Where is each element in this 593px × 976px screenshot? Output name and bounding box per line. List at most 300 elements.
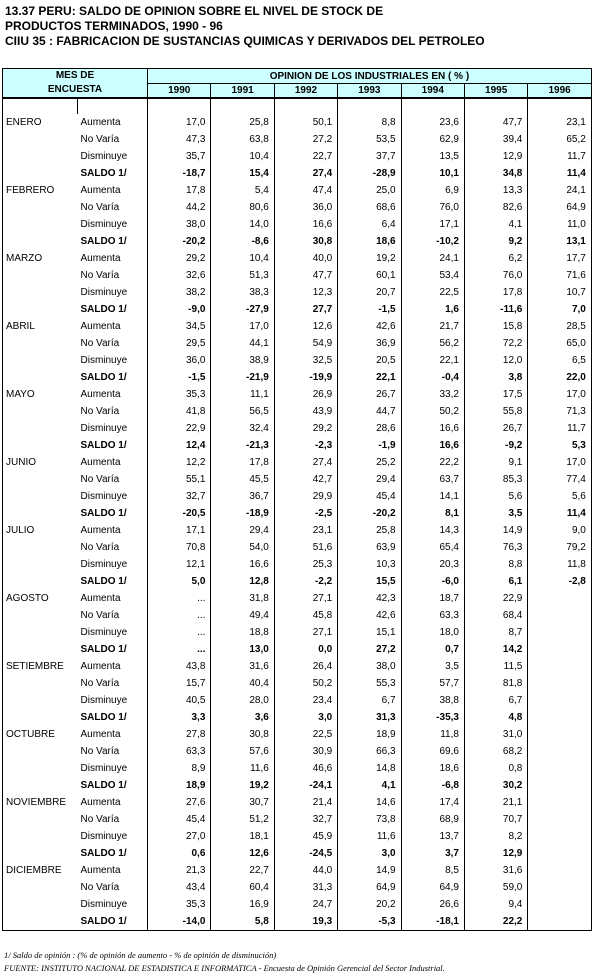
value-cell: 14,9 <box>338 862 401 879</box>
opinion-label: Disminuye <box>78 692 148 709</box>
value-cell: 26,4 <box>274 658 337 675</box>
value-cell <box>528 675 591 692</box>
value-cell: 38,2 <box>148 284 211 301</box>
value-cell: 35,3 <box>148 386 211 403</box>
value-cell: 38,8 <box>401 692 464 709</box>
opinion-label: No Varía <box>78 267 148 284</box>
value-cell: 32,5 <box>274 352 337 369</box>
month-cell-empty <box>3 216 78 233</box>
value-cell: 15,7 <box>148 675 211 692</box>
value-cell: 31,0 <box>464 726 527 743</box>
value-cell: 81,8 <box>464 675 527 692</box>
opinion-label: Disminuye <box>78 420 148 437</box>
saldo-row <box>3 165 592 182</box>
table-row <box>3 828 592 845</box>
value-cell: 54,0 <box>211 539 274 556</box>
value-cell: 18,9 <box>148 777 211 794</box>
month-cell-empty <box>3 556 78 573</box>
table-row <box>3 335 592 352</box>
month-name: NOVIEMBRE <box>3 794 78 811</box>
value-cell: 6,9 <box>401 182 464 199</box>
value-cell: 21,4 <box>274 794 337 811</box>
value-cell: 36,9 <box>338 335 401 352</box>
value-cell: -35,3 <box>401 709 464 726</box>
table-row <box>3 794 592 811</box>
value-cell: 22,9 <box>464 590 527 607</box>
month-cell-empty <box>3 845 78 862</box>
value-cell: 13,5 <box>401 148 464 165</box>
value-cell: 64,9 <box>401 879 464 896</box>
opinion-label: No Varía <box>78 811 148 828</box>
value-cell: 38,9 <box>211 352 274 369</box>
value-cell: 27,8 <box>148 726 211 743</box>
value-cell: 14,1 <box>401 488 464 505</box>
value-cell: 14,9 <box>464 522 527 539</box>
opinion-label: Aumenta <box>78 726 148 743</box>
value-cell: 34,5 <box>148 318 211 335</box>
value-cell: 45,4 <box>338 488 401 505</box>
value-cell: 12,0 <box>464 352 527 369</box>
value-cell: 70,7 <box>464 811 527 828</box>
value-cell: 33,2 <box>401 386 464 403</box>
value-cell: 11,6 <box>338 828 401 845</box>
table-row <box>3 862 592 879</box>
value-cell: 10,7 <box>528 284 591 301</box>
value-cell: 16,6 <box>401 420 464 437</box>
value-cell: 27,7 <box>274 301 337 318</box>
value-cell: 5,8 <box>211 913 274 931</box>
month-cell-empty <box>3 607 78 624</box>
value-cell: -20,2 <box>338 505 401 522</box>
value-cell: 47,7 <box>464 114 527 131</box>
value-cell: 32,4 <box>211 420 274 437</box>
value-cell: 14,2 <box>464 641 527 658</box>
value-cell: 23,6 <box>401 114 464 131</box>
value-cell: -18,9 <box>211 505 274 522</box>
value-cell: ... <box>148 607 211 624</box>
month-cell-empty <box>3 352 78 369</box>
value-cell: 0,7 <box>401 641 464 658</box>
value-cell: 63,3 <box>148 743 211 760</box>
value-cell: 8,8 <box>464 556 527 573</box>
value-cell: 30,2 <box>464 777 527 794</box>
month-cell-empty <box>3 284 78 301</box>
value-cell: 25,2 <box>338 454 401 471</box>
value-cell: 13,0 <box>211 641 274 658</box>
value-cell: 26,9 <box>274 386 337 403</box>
value-cell: 25,0 <box>338 182 401 199</box>
value-cell <box>528 913 591 931</box>
month-cell-empty <box>3 896 78 913</box>
value-cell: 31,3 <box>274 879 337 896</box>
opinion-label: No Varía <box>78 403 148 420</box>
month-cell-empty <box>3 488 78 505</box>
value-cell: 3,5 <box>464 505 527 522</box>
value-cell: 4,8 <box>464 709 527 726</box>
table-row <box>3 522 592 539</box>
value-cell: 27,1 <box>274 624 337 641</box>
opinion-label: No Varía <box>78 675 148 692</box>
value-cell <box>528 845 591 862</box>
value-cell: 35,3 <box>148 896 211 913</box>
month-cell-empty <box>3 165 78 182</box>
value-cell: 17,5 <box>464 386 527 403</box>
table-row <box>3 811 592 828</box>
value-cell: 19,3 <box>274 913 337 931</box>
opinion-table <box>2 68 592 931</box>
value-cell: 50,1 <box>274 114 337 131</box>
value-cell: 18,0 <box>401 624 464 641</box>
value-cell: 10,4 <box>211 148 274 165</box>
saldo-row <box>3 641 592 658</box>
table-row <box>3 114 592 131</box>
value-cell: 60,1 <box>338 267 401 284</box>
value-cell <box>528 777 591 794</box>
value-cell: 4,1 <box>338 777 401 794</box>
value-cell: 11,0 <box>528 216 591 233</box>
value-cell: 10,3 <box>338 556 401 573</box>
saldo-row <box>3 845 592 862</box>
table-row <box>3 250 592 267</box>
value-cell: 50,2 <box>274 675 337 692</box>
value-cell: 43,9 <box>274 403 337 420</box>
value-cell: -1,9 <box>338 437 401 454</box>
opinion-label: No Varía <box>78 879 148 896</box>
month-name: SETIEMBRE <box>3 658 78 675</box>
saldo-row <box>3 369 592 386</box>
table-row <box>3 267 592 284</box>
value-cell: 16,6 <box>401 437 464 454</box>
saldo-label: SALDO 1/ <box>78 709 148 726</box>
value-cell: 9,2 <box>464 233 527 250</box>
value-cell: 17,4 <box>401 794 464 811</box>
value-cell <box>528 726 591 743</box>
value-cell: 76,0 <box>464 267 527 284</box>
value-cell: 76,0 <box>401 199 464 216</box>
value-cell: 14,6 <box>338 794 401 811</box>
value-cell: 27,0 <box>148 828 211 845</box>
month-name: DICIEMBRE <box>3 862 78 879</box>
value-cell: 51,2 <box>211 811 274 828</box>
table-row <box>3 182 592 199</box>
saldo-label: SALDO 1/ <box>78 369 148 386</box>
value-cell: 22,2 <box>401 454 464 471</box>
year-header: 1994 <box>401 84 464 99</box>
table-row <box>3 726 592 743</box>
value-cell: 5,6 <box>464 488 527 505</box>
value-cell: 24,1 <box>528 182 591 199</box>
value-cell: 65,4 <box>401 539 464 556</box>
value-cell: 71,6 <box>528 267 591 284</box>
value-cell: 7,0 <box>528 301 591 318</box>
value-cell <box>528 590 591 607</box>
value-cell: 22,0 <box>528 369 591 386</box>
value-cell: 9,0 <box>528 522 591 539</box>
value-cell: 56,2 <box>401 335 464 352</box>
value-cell: ... <box>148 590 211 607</box>
value-cell: -24,5 <box>274 845 337 862</box>
value-cell: 42,7 <box>274 471 337 488</box>
value-cell: 3,8 <box>464 369 527 386</box>
month-cell-empty <box>3 148 78 165</box>
table-row <box>3 556 592 573</box>
month-cell-empty <box>3 131 78 148</box>
table-body <box>3 114 592 931</box>
value-cell: 50,2 <box>401 403 464 420</box>
value-cell: 6,7 <box>464 692 527 709</box>
saldo-row <box>3 913 592 931</box>
value-cell: 12,4 <box>148 437 211 454</box>
value-cell: 30,8 <box>211 726 274 743</box>
value-cell: 70,8 <box>148 539 211 556</box>
opinion-label: Aumenta <box>78 114 148 131</box>
value-cell: 34,8 <box>464 165 527 182</box>
table-row <box>3 284 592 301</box>
value-cell: 22,1 <box>401 352 464 369</box>
value-cell: ... <box>148 641 211 658</box>
month-name: OCTUBRE <box>3 726 78 743</box>
table-row <box>3 675 592 692</box>
value-cell: 0,8 <box>464 760 527 777</box>
value-cell <box>528 743 591 760</box>
value-cell: 63,9 <box>338 539 401 556</box>
opinion-label: No Varía <box>78 199 148 216</box>
month-cell-empty <box>3 301 78 318</box>
opinion-label: Aumenta <box>78 658 148 675</box>
value-cell: 22,7 <box>274 148 337 165</box>
value-cell: 13,3 <box>464 182 527 199</box>
value-cell: 11,5 <box>464 658 527 675</box>
value-cell: 62,9 <box>401 131 464 148</box>
opinion-label: Aumenta <box>78 862 148 879</box>
value-cell: 6,7 <box>338 692 401 709</box>
value-cell: 59,0 <box>464 879 527 896</box>
month-cell-empty <box>3 233 78 250</box>
month-cell-empty <box>3 879 78 896</box>
saldo-label: SALDO 1/ <box>78 777 148 794</box>
value-cell: 3,7 <box>401 845 464 862</box>
value-cell: 20,5 <box>338 352 401 369</box>
value-cell: 20,7 <box>338 284 401 301</box>
value-cell: 17,8 <box>148 182 211 199</box>
value-cell: 17,7 <box>528 250 591 267</box>
year-header: 1991 <box>211 84 274 99</box>
saldo-label: SALDO 1/ <box>78 165 148 182</box>
value-cell: 23,1 <box>528 114 591 131</box>
value-cell: 3,5 <box>401 658 464 675</box>
table-row <box>3 471 592 488</box>
month-cell-empty <box>3 624 78 641</box>
opinion-label: Disminuye <box>78 284 148 301</box>
value-cell: 35,7 <box>148 148 211 165</box>
month-cell-empty <box>3 777 78 794</box>
value-cell: 47,7 <box>274 267 337 284</box>
table-row <box>3 420 592 437</box>
value-cell: 11,8 <box>528 556 591 573</box>
value-cell: 40,5 <box>148 692 211 709</box>
value-cell: 17,1 <box>401 216 464 233</box>
value-cell: 6,2 <box>464 250 527 267</box>
table-row <box>3 743 592 760</box>
month-header-line-2: ENCUESTA <box>47 84 103 95</box>
value-cell: 25,8 <box>338 522 401 539</box>
value-cell: 28,6 <box>338 420 401 437</box>
value-cell <box>528 624 591 641</box>
month-cell-empty <box>3 437 78 454</box>
month-cell-empty <box>3 539 78 556</box>
value-cell: -1,5 <box>338 301 401 318</box>
value-cell: 21,1 <box>464 794 527 811</box>
title-line-2: PRODUCTOS TERMINADOS, 1990 - 96 <box>5 19 223 33</box>
table-row <box>3 590 592 607</box>
opinion-label: Aumenta <box>78 182 148 199</box>
value-cell: 80,6 <box>211 199 274 216</box>
value-cell: 82,6 <box>464 199 527 216</box>
source-note: FUENTE: INSTITUTO NACIONAL DE ESTADISTICA E INFORMATICA - Encuesta de Opinión Gerencial del Sector Industrial. <box>4 963 445 973</box>
value-cell: 68,6 <box>338 199 401 216</box>
month-cell-empty <box>3 811 78 828</box>
saldo-label: SALDO 1/ <box>78 233 148 250</box>
value-cell: 56,5 <box>211 403 274 420</box>
value-cell: 10,4 <box>211 250 274 267</box>
table-row <box>3 539 592 556</box>
title-line-1: 13.37 PERU: SALDO DE OPINION SOBRE EL NIVEL DE STOCK DE <box>5 4 384 18</box>
value-cell: -21,9 <box>211 369 274 386</box>
value-cell: 71,3 <box>528 403 591 420</box>
value-cell: 12,2 <box>148 454 211 471</box>
value-cell: 43,8 <box>148 658 211 675</box>
value-cell: 26,7 <box>338 386 401 403</box>
value-cell <box>528 709 591 726</box>
value-cell: 21,3 <box>148 862 211 879</box>
value-cell: 39,4 <box>464 131 527 148</box>
value-cell: 29,4 <box>338 471 401 488</box>
value-cell: 27,2 <box>274 131 337 148</box>
value-cell: -20,5 <box>148 505 211 522</box>
opinion-label: Aumenta <box>78 794 148 811</box>
value-cell: 8,8 <box>338 114 401 131</box>
value-cell: 42,6 <box>338 318 401 335</box>
opinion-label: Disminuye <box>78 216 148 233</box>
value-cell: 40,0 <box>274 250 337 267</box>
value-cell: 26,7 <box>464 420 527 437</box>
value-cell <box>528 862 591 879</box>
value-cell: -28,9 <box>338 165 401 182</box>
value-cell: 0,6 <box>148 845 211 862</box>
value-cell: 32,7 <box>148 488 211 505</box>
table-row <box>3 454 592 471</box>
opinion-label: No Varía <box>78 607 148 624</box>
value-cell: 22,5 <box>401 284 464 301</box>
value-cell: 27,1 <box>274 590 337 607</box>
month-cell-empty <box>3 692 78 709</box>
value-cell: -6,8 <box>401 777 464 794</box>
month-name: AGOSTO <box>3 590 78 607</box>
report-title <box>5 4 590 49</box>
value-cell: 30,7 <box>211 794 274 811</box>
value-cell: 12,3 <box>274 284 337 301</box>
value-cell: 18,8 <box>211 624 274 641</box>
value-cell: 63,3 <box>401 607 464 624</box>
value-cell: 12,1 <box>148 556 211 573</box>
value-cell <box>528 896 591 913</box>
value-cell: 17,1 <box>148 522 211 539</box>
saldo-label: SALDO 1/ <box>78 913 148 931</box>
opinion-label: No Varía <box>78 471 148 488</box>
value-cell: -14,0 <box>148 913 211 931</box>
month-cell-empty <box>3 828 78 845</box>
value-cell: -18,1 <box>401 913 464 931</box>
value-cell: 29,2 <box>148 250 211 267</box>
value-cell: 15,8 <box>464 318 527 335</box>
value-cell: 72,2 <box>464 335 527 352</box>
value-cell: 73,8 <box>338 811 401 828</box>
value-cell: 3,3 <box>148 709 211 726</box>
year-header: 1992 <box>274 84 337 99</box>
value-cell: 29,9 <box>274 488 337 505</box>
value-cell: -24,1 <box>274 777 337 794</box>
value-cell: 31,8 <box>211 590 274 607</box>
value-cell: 23,4 <box>274 692 337 709</box>
value-cell: 11,6 <box>211 760 274 777</box>
value-cell: 53,5 <box>338 131 401 148</box>
value-cell: 28,5 <box>528 318 591 335</box>
value-cell: 8,2 <box>464 828 527 845</box>
value-cell: -19,9 <box>274 369 337 386</box>
value-cell: 16,6 <box>274 216 337 233</box>
opinion-label: Aumenta <box>78 250 148 267</box>
value-cell: 31,6 <box>211 658 274 675</box>
value-cell: 31,6 <box>464 862 527 879</box>
value-cell: -6,0 <box>401 573 464 590</box>
value-cell <box>528 641 591 658</box>
month-header-line-1: MES DE <box>55 70 95 81</box>
value-cell: 17,8 <box>211 454 274 471</box>
value-cell: 68,4 <box>464 607 527 624</box>
value-cell: 55,3 <box>338 675 401 692</box>
value-cell <box>528 879 591 896</box>
value-cell: -1,5 <box>148 369 211 386</box>
value-cell: ... <box>148 624 211 641</box>
month-cell-empty <box>3 199 78 216</box>
value-cell: 27,4 <box>274 165 337 182</box>
value-cell: 44,0 <box>274 862 337 879</box>
year-header: 1993 <box>338 84 401 99</box>
value-cell: 51,6 <box>274 539 337 556</box>
title-line-3: CIIU 35 : FABRICACION DE SUSTANCIAS QUIMICAS Y DERIVADOS DEL PETROLEO <box>5 34 485 48</box>
value-cell: 22,7 <box>211 862 274 879</box>
value-cell: 20,3 <box>401 556 464 573</box>
value-cell: 3,6 <box>211 709 274 726</box>
value-cell: 38,3 <box>211 284 274 301</box>
table-row <box>3 658 592 675</box>
table-row <box>3 760 592 777</box>
value-cell: 18,1 <box>211 828 274 845</box>
value-cell: 57,6 <box>211 743 274 760</box>
value-cell: 68,9 <box>401 811 464 828</box>
value-cell: 45,8 <box>274 607 337 624</box>
value-cell: 53,4 <box>401 267 464 284</box>
value-cell: 45,9 <box>274 828 337 845</box>
opinion-label: Aumenta <box>78 454 148 471</box>
value-cell: 79,2 <box>528 539 591 556</box>
saldo-row <box>3 301 592 318</box>
value-cell: 44,7 <box>338 403 401 420</box>
month-cell-empty <box>3 505 78 522</box>
value-cell: 14,0 <box>211 216 274 233</box>
value-cell: 64,9 <box>528 199 591 216</box>
opinion-label: Disminuye <box>78 624 148 641</box>
